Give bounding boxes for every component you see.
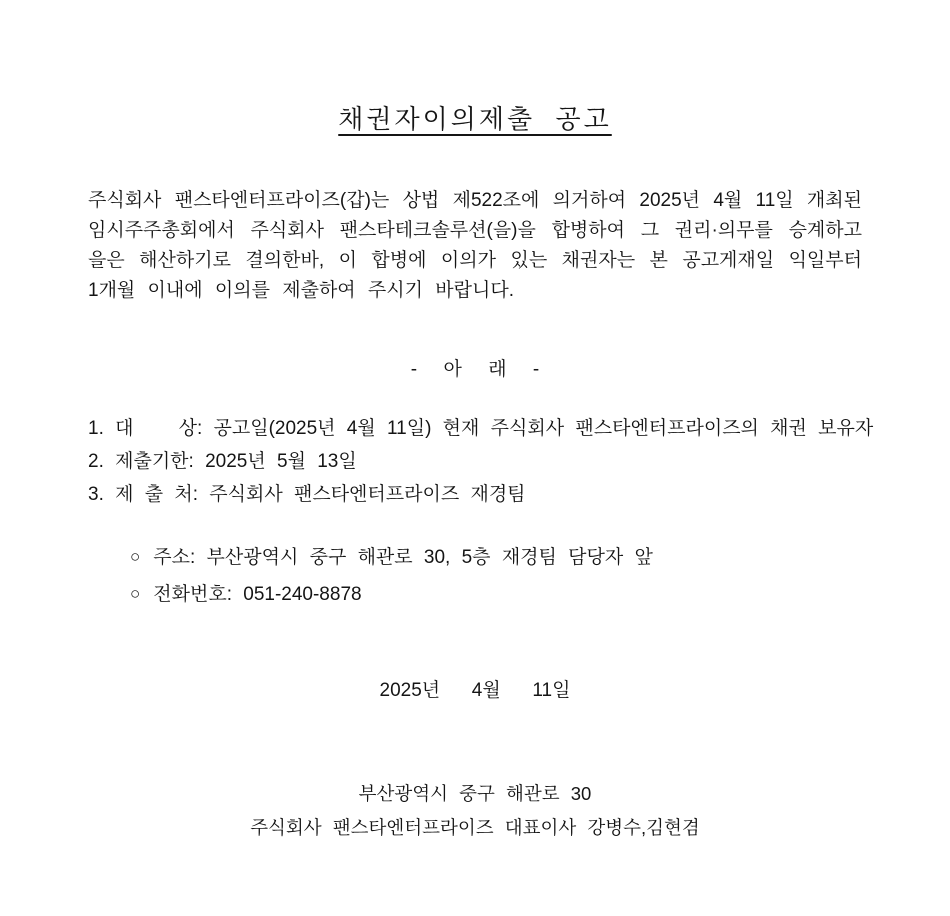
contact-phone-line [130,576,862,613]
paragraph-line: 주식회사 팬스타엔터프라이즈(갑)는 상법 제522조에 의거하여 2025년 4월 11일 개최된 [88,190,862,211]
contact-phone-text: 전화번호: 051-240-8878 [153,584,362,605]
list-item-submission-office: 3. 제 출 처: 주식회사 팬스타엔터프라이즈 재경팀 [88,484,526,505]
page-title [88,0,862,136]
numbered-list [88,412,874,511]
contact-address-text: 주소: 부산광역시 중구 해관로 30, 5층 재경팀 담당자 앞 [153,547,653,568]
company-address-line: 부산광역시 중구 해관로 30 [358,783,592,804]
paragraph-line: 1개월 이내에 이의를 제출하여 주시기 바랍니다. [88,280,514,301]
notice-date-line: 2025년 4월 11일 [379,680,571,701]
circle-bullet-icon: ○ [130,547,141,566]
page-title-text: 채권자이의제출 공고 [338,104,612,134]
paragraph-line: 을은 해산하기로 결의한바, 이 합병에 이의가 있는 채권자는 본 공고게재일 익일부터 [88,250,862,271]
circle-bullet-icon: ○ [130,584,141,603]
contact-address-line [130,539,862,576]
list-item-deadline: 2. 제출기한: 2025년 5월 13일 [88,451,357,472]
notice-paragraph [88,186,862,306]
below-divider-heading: - 아 래 - [410,359,540,380]
list-item-target: 1. 대 상: 공고일(2025년 4월 11일) 현재 주식회사 팬스타엔터프라이즈의 채권 보유자 [88,418,874,439]
company-signature-line: 주식회사 팬스타엔터프라이즈 대표이사 강병수,김현겸 [250,817,700,838]
paragraph-line: 임시주주총회에서 주식회사 팬스타테크솔루션(을)을 합병하여 그 권리·의무를 승계하고 [88,220,862,241]
contact-list [88,539,862,613]
